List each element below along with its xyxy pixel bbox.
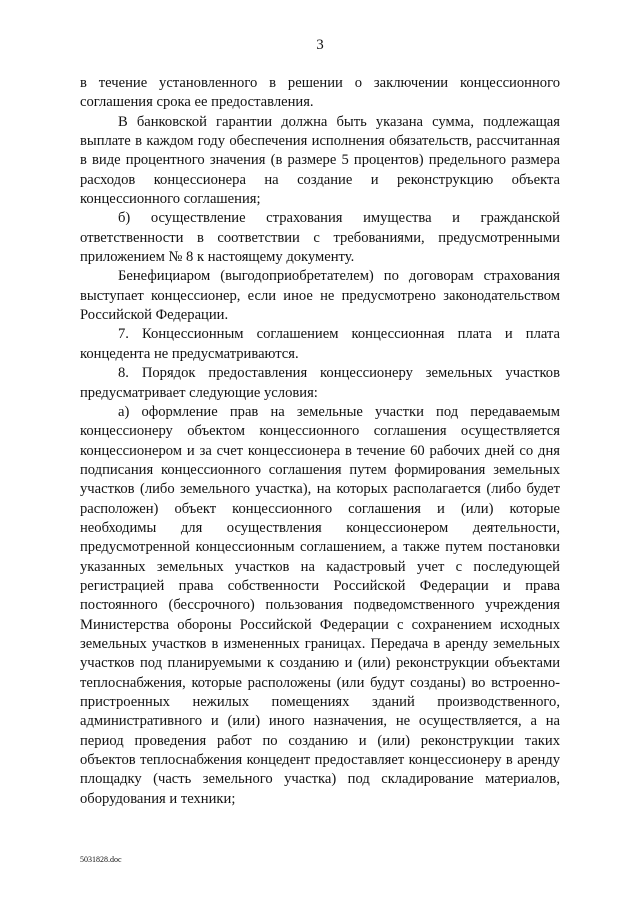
paragraph-beneficiary: Бенефициаром (выгодоприобретателем) по договорам страхования выступает концессионер, если иное не предусмотрено законодательством Российской Федерации. [80, 268, 560, 324]
footer-filename: 5031828.doc [80, 855, 122, 864]
paragraph-bank-guarantee-sum: В банковской гарантии должна быть указана сумма, подлежащая выплате в каждом году обеспечения исполнения обязательств, рассчитанная в виде процентного значения (в размере 5 процентов) предельного размера расходов концессионера на создание и реконструкцию объекта концессионного соглашения; [80, 113, 560, 208]
paragraph-land-plots: 8. Порядок предоставления концессионеру земельных участков предусматривает следующие условия: [80, 365, 560, 401]
paragraph-continuation: в течение установленного в решении о заключении концессионного соглашения срока ее предоставления. [80, 75, 560, 111]
document-body [80, 74, 560, 809]
paragraph-insurance: б) осуществление страхования имущества и гражданской ответственности в соответствии с требованиями, предусмотренными приложением № 8 к настоящему документу. [80, 210, 560, 266]
page-number: 3 [316, 37, 324, 53]
paragraph-concession-fee: 7. Концессионным соглашением концессионная плата и плата концедента не предусматриваются. [80, 326, 560, 362]
paragraph-land-rights: а) оформление прав на земельные участки под передаваемым концессионеру объектом концессионного соглашения осуществляется концессионером и за счет концессионера в течение 60 рабочих дней со дня подписания концессионного соглашения путем формирования земельных участков (либо земельного участка), на которых располагается (либо будет расположен) объект концессионного соглашения и (или) которые необходимы для осуществления концессионером деятельности, предусмотренной концессионным соглашением, а также путем постановки указанных земельных участков на кадастровый учет с последующей регистрацией права собственности Российской Федерации и права постоянного (бессрочного) пользования подведомственного учреждения Министерства обороны Российской Федерации с сохранением исходных земельных участков в измененных границах. Передача в аренду земельных участков под планируемыми к созданию и (или) реконструкции объектами теплоснабжения, которые расположены (или будут созданы) во встроенно-пристроенных нежилых помещениях зданий производственного, административного и (или) иного назначения, не осуществляется, а на период проведения работ по созданию и (или) реконструкции таких объектов теплоснабжения концедент предоставляет концессионеру в аренду площадку (часть земельного участка) под складирование материалов, оборудования и техники; [80, 403, 560, 807]
